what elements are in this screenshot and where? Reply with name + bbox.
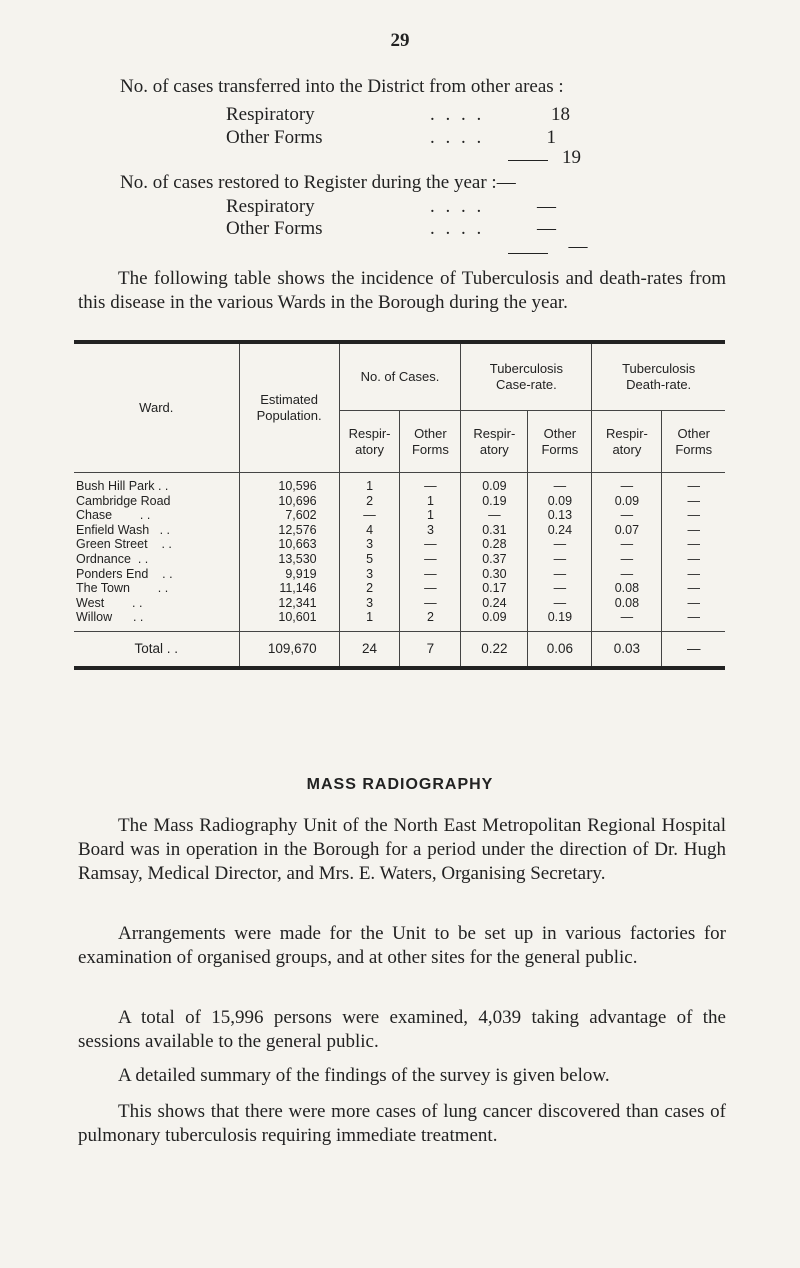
- cases-respiratory: 5: [339, 552, 400, 567]
- table-row: [74, 552, 725, 567]
- ward-name: Willow . .: [76, 610, 144, 625]
- population: 10,601: [239, 610, 339, 631]
- caserate-respiratory: 0.28: [461, 537, 528, 552]
- deathrate-respiratory: —: [592, 508, 662, 523]
- ward-name: The Town . .: [76, 581, 169, 596]
- transferred-dots-other: . . . .: [430, 127, 485, 148]
- table-row: [74, 610, 725, 631]
- total-caserate-respiratory: 0.22: [461, 631, 528, 668]
- restored-total: —: [568, 236, 588, 257]
- population: 13,530: [239, 552, 339, 567]
- population: 12,576: [239, 523, 339, 538]
- caserate-other: 0.13: [528, 508, 592, 523]
- deathrate-respiratory: —: [592, 552, 662, 567]
- transferred-value-respiratory: 18: [551, 104, 570, 125]
- deathrate-other: —: [662, 494, 725, 509]
- cases-other: —: [400, 596, 461, 611]
- paragraph-5: This shows that there were more cases of lung cancer discovered than cases of pulmonary tuberculosis requiring immediate treatment.: [78, 1101, 726, 1146]
- caserate-other: 0.19: [528, 610, 592, 631]
- transferred-value-other: 1: [546, 127, 556, 148]
- restored-label-respiratory: Respiratory: [226, 196, 315, 217]
- total-population: 109,670: [239, 631, 339, 668]
- transferred-label-respiratory: Respiratory: [226, 104, 315, 125]
- total-deathrate-other: —: [662, 631, 725, 668]
- cases-respiratory: —: [339, 508, 400, 523]
- deathrate-other: —: [662, 537, 725, 552]
- header-population: Estimated Population.: [239, 342, 339, 473]
- caserate-respiratory: 0.09: [461, 610, 528, 631]
- deathrate-other: —: [662, 567, 725, 582]
- header-deathrate-respiratory: Respir- atory: [592, 411, 662, 473]
- deathrate-respiratory: —: [592, 610, 662, 631]
- paragraph-4: A detailed summary of the findings of the survey is given below.: [118, 1065, 610, 1086]
- header-ward: Ward.: [74, 342, 239, 473]
- caserate-respiratory: 0.09: [461, 473, 528, 494]
- deathrate-other: —: [662, 508, 725, 523]
- caserate-other: 0.24: [528, 523, 592, 538]
- restored-value-respiratory: —: [537, 196, 556, 217]
- ward-name: Bush Hill Park . .: [76, 479, 169, 493]
- cases-other: 2: [400, 610, 461, 631]
- intro-paragraph-text: The following table shows the incidence of Tuberculosis and death-rates from this disease in the various Wards in the Borough during the year.: [78, 268, 726, 313]
- restored-total-rule: [508, 253, 548, 254]
- caserate-respiratory: 0.30: [461, 567, 528, 582]
- caserate-respiratory: 0.19: [461, 494, 528, 509]
- transferred-heading: No. of cases transferred into the District from other areas :: [120, 76, 564, 97]
- cases-other: —: [400, 552, 461, 567]
- ward-name: Cambridge Road: [76, 493, 171, 508]
- page-number: 29: [390, 30, 410, 51]
- deathrate-other: —: [662, 581, 725, 596]
- deathrate-respiratory: 0.08: [592, 596, 662, 611]
- transferred-dots-respiratory: . . . .: [430, 104, 485, 125]
- cases-respiratory: 4: [339, 523, 400, 538]
- transferred-total-rule: [508, 160, 548, 161]
- restored-label-other: Other Forms: [226, 218, 323, 239]
- deathrate-other: —: [662, 473, 725, 494]
- table-row: [74, 494, 725, 509]
- cases-respiratory: 3: [339, 537, 400, 552]
- caserate-respiratory: 0.31: [461, 523, 528, 538]
- caserate-respiratory: 0.17: [461, 581, 528, 596]
- deathrate-respiratory: —: [592, 567, 662, 582]
- population: 12,341: [239, 596, 339, 611]
- header-cases-other: Other Forms: [400, 411, 461, 473]
- deathrate-respiratory: 0.08: [592, 581, 662, 596]
- caserate-respiratory: 0.37: [461, 552, 528, 567]
- population: 7,602: [239, 508, 339, 523]
- header-caserate-respiratory: Respir- atory: [461, 411, 528, 473]
- table-row: [74, 473, 725, 494]
- cases-respiratory: 2: [339, 494, 400, 509]
- table-row: [74, 567, 725, 582]
- deathrate-other: —: [662, 596, 725, 611]
- cases-other: —: [400, 537, 461, 552]
- cases-other: —: [400, 473, 461, 494]
- cases-other: 1: [400, 508, 461, 523]
- deathrate-other: —: [662, 610, 725, 631]
- population: 11,146: [239, 581, 339, 596]
- deathrate-respiratory: 0.09: [592, 494, 662, 509]
- restored-value-other: —: [537, 218, 556, 239]
- restored-heading: No. of cases restored to Register during the year :—: [120, 172, 516, 193]
- total-cases-other: 7: [400, 631, 461, 668]
- cases-other: 1: [400, 494, 461, 509]
- caserate-other: —: [528, 581, 592, 596]
- total-row: [74, 631, 725, 668]
- table-row: [74, 596, 725, 611]
- transferred-label-other: Other Forms: [226, 127, 323, 148]
- paragraph-2: Arrangements were made for the Unit to be set up in various factories for examination of organised groups, and at other sites for the general public.: [78, 923, 726, 968]
- ward-name: Green Street . .: [76, 537, 172, 552]
- header-cases: No. of Cases.: [339, 342, 461, 411]
- cases-other: —: [400, 581, 461, 596]
- total-deathrate-respiratory: 0.03: [592, 631, 662, 668]
- caserate-other: —: [528, 552, 592, 567]
- ward-name: Ponders End . .: [76, 566, 173, 581]
- table-row: [74, 523, 725, 538]
- cases-other: 3: [400, 523, 461, 538]
- ward-name: Enfield Wash . .: [76, 522, 171, 537]
- restored-dots-respiratory: . . . .: [430, 196, 485, 217]
- cases-respiratory: 1: [339, 610, 400, 631]
- cases-other: —: [400, 567, 461, 582]
- caserate-respiratory: 0.24: [461, 596, 528, 611]
- ward-name: Chase . .: [76, 508, 151, 523]
- transferred-total: 19: [562, 147, 581, 168]
- deathrate-other: —: [662, 523, 725, 538]
- cases-respiratory: 3: [339, 567, 400, 582]
- caserate-other: —: [528, 537, 592, 552]
- caserate-respiratory: —: [461, 508, 528, 523]
- population: 10,663: [239, 537, 339, 552]
- total-label: Total . .: [74, 631, 239, 668]
- caserate-other: —: [528, 567, 592, 582]
- paragraph-3: A total of 15,996 persons were examined, 4,039 taking advantage of the sessions available to the general public.: [78, 1007, 726, 1052]
- caserate-other: —: [528, 473, 592, 494]
- header-cases-respiratory: Respir- atory: [339, 411, 400, 473]
- cases-respiratory: 3: [339, 596, 400, 611]
- deathrate-respiratory: —: [592, 473, 662, 494]
- table-row: [74, 581, 725, 596]
- population: 9,919: [239, 567, 339, 582]
- deathrate-respiratory: —: [592, 537, 662, 552]
- cases-respiratory: 1: [339, 473, 400, 494]
- deathrate-respiratory: 0.07: [592, 523, 662, 538]
- population: 10,696: [239, 494, 339, 509]
- table-row: [74, 508, 725, 523]
- table-row: [74, 537, 725, 552]
- header-deathrate-other: Other Forms: [662, 411, 725, 473]
- paragraph-1: The Mass Radiography Unit of the North East Metropolitan Regional Hospital Board was in operation in the Borough for a period under the direction of Dr. Hugh Ramsay, Medical Director, and Mrs. E. Waters, Organising Secretary.: [78, 815, 726, 884]
- header-case-rate: Tuberculosis Case-rate.: [461, 342, 592, 411]
- total-caserate-other: 0.06: [528, 631, 592, 668]
- restored-dots-other: . . . .: [430, 218, 485, 239]
- caserate-other: —: [528, 596, 592, 611]
- ward-name: West . .: [76, 595, 143, 610]
- intro-paragraph: [78, 267, 726, 315]
- cases-respiratory: 2: [339, 581, 400, 596]
- total-cases-respiratory: 24: [339, 631, 400, 668]
- tuberculosis-table: [74, 340, 725, 670]
- header-caserate-other: Other Forms: [528, 411, 592, 473]
- section-heading: MASS RADIOGRAPHY: [306, 776, 494, 793]
- header-death-rate: Tuberculosis Death-rate.: [592, 342, 725, 411]
- deathrate-other: —: [662, 552, 725, 567]
- population: 10,596: [239, 473, 339, 494]
- caserate-other: 0.09: [528, 494, 592, 509]
- ward-name: Ordnance . .: [76, 551, 149, 566]
